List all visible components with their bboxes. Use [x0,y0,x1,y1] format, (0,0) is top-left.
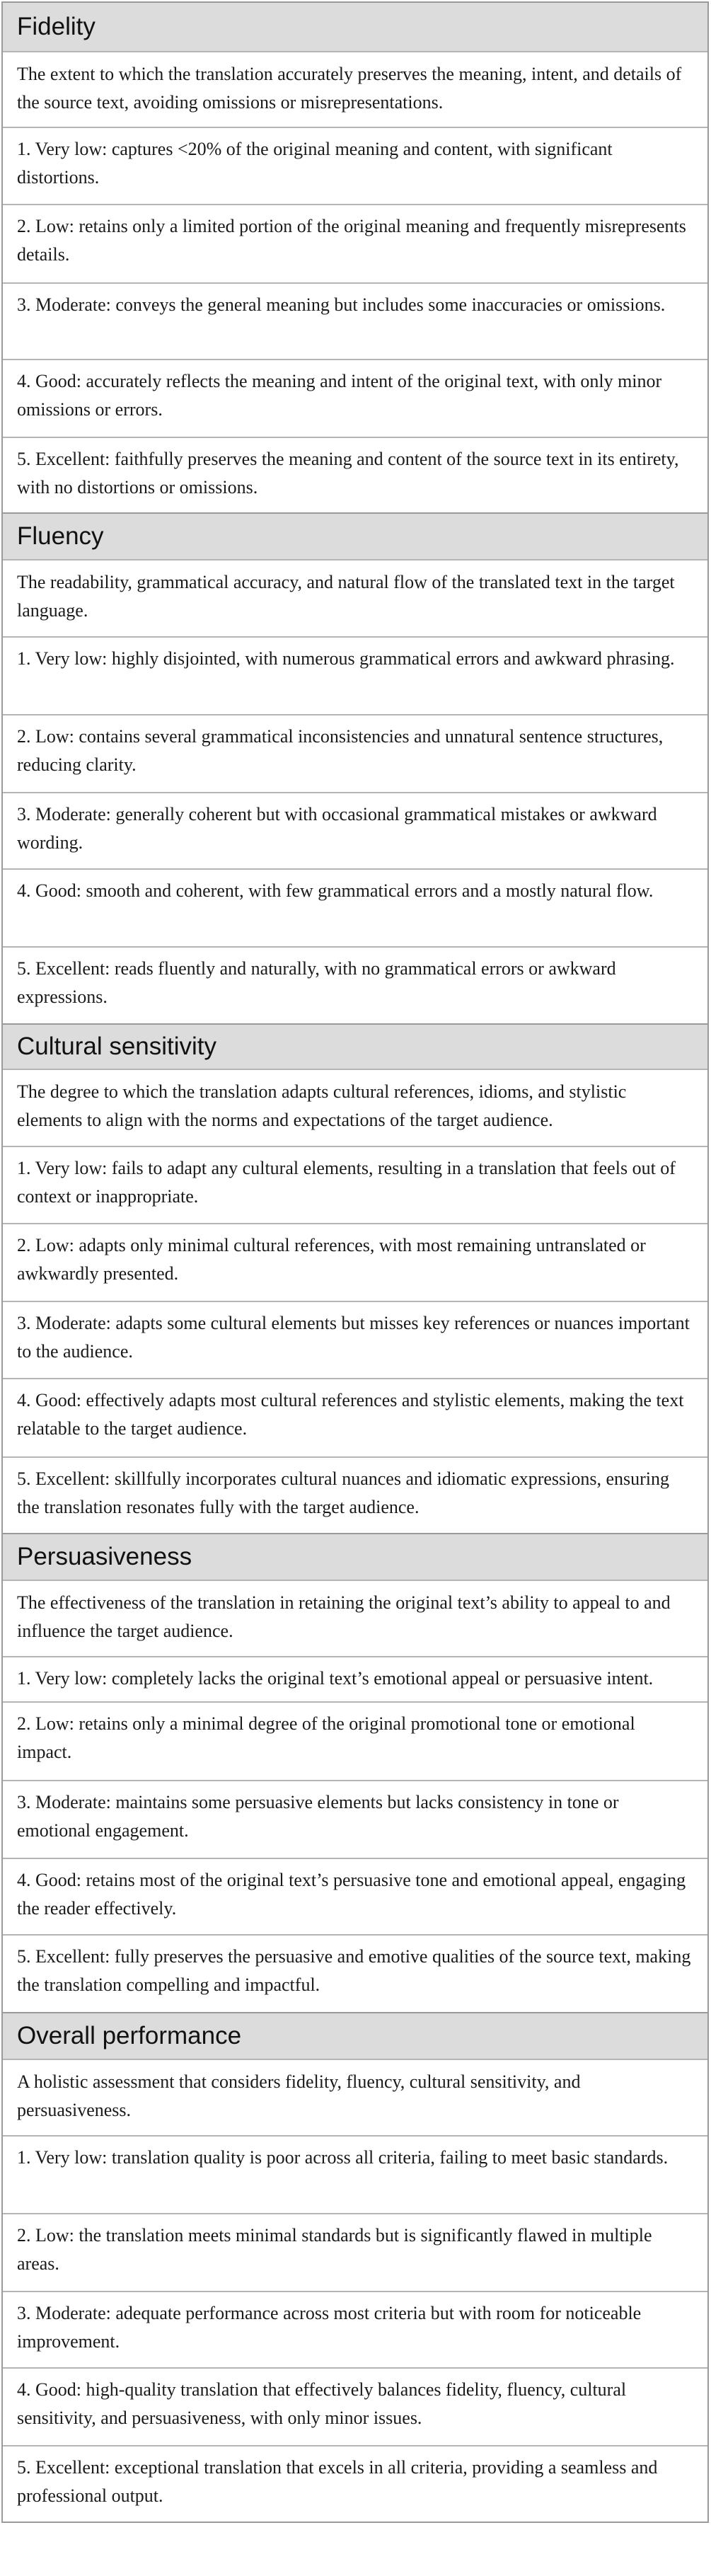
level-row: 5. Excellent: faithfully preserves the meaning and content of the source text in its entirety, with no distortions or omissions. [3,437,707,512]
level-row: 3. Moderate: conveys the general meaning but includes some inaccuracies or omissions. [3,282,707,359]
rubric-table [1,1,709,2523]
level-row: 4. Good: retains most of the original text’s persuasive tone and emotional appeal, engaging the reader effectively. [3,1858,707,1934]
level-row: 5. Excellent: skillfully incorporates cultural nuances and idiomatic expressions, ensuring the translation resonates fully with the target audience. [3,1456,707,1533]
section-header-fidelity: Fidelity [3,3,707,51]
level-row: 2. Low: retains only a minimal degree of the original promotional tone or emotional impact. [3,1701,707,1780]
level-row: 3. Moderate: adequate performance across most criteria but with room for noticeable improvement. [3,2291,707,2367]
level-row: 4. Good: high-quality translation that effectively balances fidelity, fluency, cultural sensitivity, and persuasiveness, with only minor issues. [3,2367,707,2445]
section-description: The effectiveness of the translation in retaining the original text’s ability to appeal to and influence the target audience. [3,1580,707,1656]
level-row: 3. Moderate: generally coherent but with occasional grammatical mistakes or awkward wording. [3,792,707,868]
level-row: 5. Excellent: reads fluently and naturally, with no grammatical errors or awkward expressions. [3,946,707,1023]
level-row: 2. Low: adapts only minimal cultural references, with most remaining untranslated or awkwardly presented. [3,1223,707,1301]
level-row: 2. Low: the translation meets minimal standards but is significantly flawed in multiple areas. [3,2213,707,2291]
level-row: 4. Good: accurately reflects the meaning and intent of the original text, with only minor omissions or errors. [3,359,707,437]
level-row: 3. Moderate: maintains some persuasive elements but lacks consistency in tone or emotional engagement. [3,1780,707,1858]
level-row: 1. Very low: captures <20% of the original meaning and content, with significant distortions. [3,127,707,204]
section-description: The degree to which the translation adapts cultural references, idioms, and stylistic elements to align with the norms and expectations of the target audience. [3,1069,707,1146]
level-row: 1. Very low: translation quality is poor across all criteria, failing to meet basic standards. [3,2135,707,2213]
section-description: The extent to which the translation accurately preserves the meaning, intent, and details of the source text, avoiding omissions or misrepresentations. [3,51,707,127]
section-header-cultural-sensitivity: Cultural sensitivity [3,1023,707,1069]
level-row: 3. Moderate: adapts some cultural elements but misses key references or nuances important to the audience. [3,1301,707,1378]
level-row: 4. Good: effectively adapts most cultural references and stylistic elements, making the text relatable to the target audience. [3,1378,707,1456]
level-row: 4. Good: smooth and coherent, with few grammatical errors and a mostly natural flow. [3,868,707,946]
level-row: 1. Very low: highly disjointed, with numerous grammatical errors and awkward phrasing. [3,636,707,714]
section-header-overall-performance: Overall performance [3,2012,707,2059]
level-row: 1. Very low: completely lacks the original text’s emotional appeal or persuasive intent. [3,1656,707,1701]
level-row: 2. Low: retains only a limited portion of the original meaning and frequently misrepresents details. [3,204,707,282]
section-description: The readability, grammatical accuracy, and natural flow of the translated text in the target language. [3,559,707,636]
level-row: 2. Low: contains several grammatical inconsistencies and unnatural sentence structures, reducing clarity. [3,714,707,792]
level-row: 5. Excellent: exceptional translation that excels in all criteria, providing a seamless and professional output. [3,2445,707,2522]
section-header-persuasiveness: Persuasiveness [3,1533,707,1580]
level-row: 1. Very low: fails to adapt any cultural elements, resulting in a translation that feels out of context or inappropriate. [3,1146,707,1223]
level-row: 5. Excellent: fully preserves the persuasive and emotive qualities of the source text, making the translation compelling and impactful. [3,1934,707,2012]
section-header-fluency: Fluency [3,512,707,559]
section-description: A holistic assessment that considers fidelity, fluency, cultural sensitivity, and persuasiveness. [3,2059,707,2135]
